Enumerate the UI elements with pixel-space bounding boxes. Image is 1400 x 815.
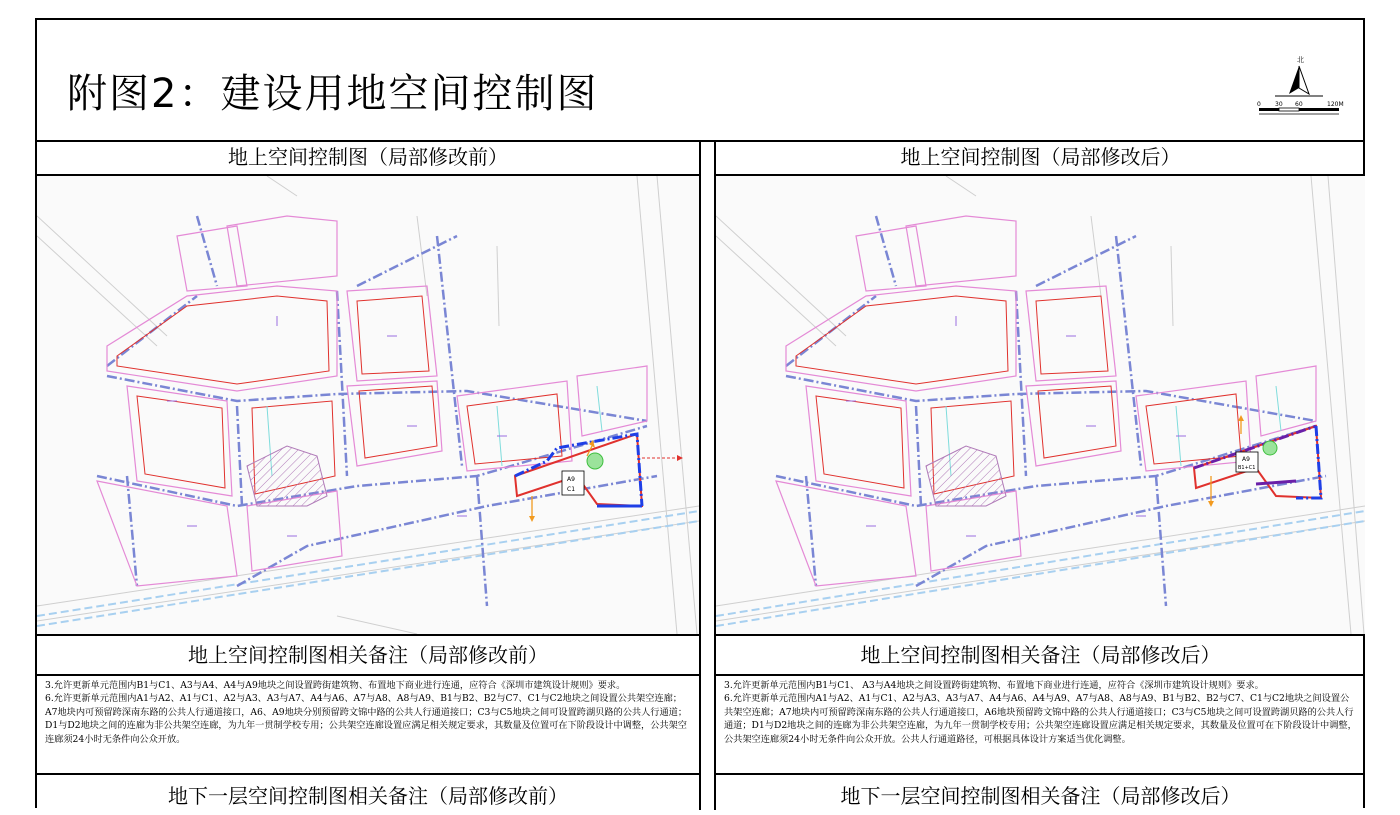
note-3-after: 3.允许更新单元范围内B1与C1、 A3与A4地块之间设置跨街建筑物、布置地下商业进行连通，应符合《深圳市建筑设计规则》要求。 [724, 680, 1264, 691]
svg-text:30: 30 [1275, 101, 1283, 108]
subtitle-before: 地下一层空间控制图相关备注（局部修改前） [168, 784, 568, 808]
map-after[interactable] [716, 176, 1365, 636]
north-arrow-scale [1255, 50, 1345, 130]
svg-text:0: 0 [1257, 101, 1261, 108]
notes-title-after: 地上空间控制图相关备注（局部修改后） [716, 636, 1365, 676]
notes-before [37, 676, 699, 775]
parcel-sub-after: B1+C1 [1238, 465, 1256, 471]
parcel-sub-before: C1 [567, 486, 576, 493]
notes-title-before: 地上空间控制图相关备注（局部修改前） [37, 636, 699, 676]
notes-after [716, 676, 1365, 775]
note-6-before: 6.允许更新单元范围内A1与A2、A1与C1、A2与A3、A3与A7、A4与A6、A7与A8、A8与A9、B1与B2、B2与C7、C1与C2地块之间设置公共架空连廊；A7地块内可预留跨深南东路的公共人行通道接口，A6、A9地块分别预留跨文锦中路的公共人行通道接口；C3与C5地块之间可设置跨湖贝路的公共人行通道；D1与D2地块之间的连廊为非公共架空连廊，为九年一贯制学校专用；公共架空连廊设置应满足相关规定要求，其数量及位置可在下阶段设计中调整，公共架空连廊须24小时无条件向公众开放。 [45, 693, 688, 745]
title-block [37, 20, 1363, 142]
svg-text:60: 60 [1295, 101, 1303, 108]
panel-after [714, 140, 1365, 810]
parcel-label-after: A9 [1242, 456, 1250, 463]
note-6-after: 6.允许更新单元范围内A1与A2、A1与C1、A2与A3、A3与A7、A4与A6、A4与A9、A7与A8、A8与A9、B1与B2、B2与C7、C1与C2地块之间设置公共架空连廊；A7地块内可预留跨深南东路的公共人行通道接口，A6地块预留跨文锦中路的公共人行通道接口；C3与C5地块之间可设置跨湖贝路的公共人行通道；D1与D2地块之间的连廊为非公共架空连廊，为九年一贯制学校专用；公共架空连廊设置应满足相关规定要求，其数量及位置可在下阶段设计中调整，公共架空连廊须24小时无条件向公众开放。公共人行通道路径，可根据具体设计方案适当优化调整。 [724, 693, 1357, 745]
svg-text:120M: 120M [1327, 101, 1344, 108]
panel-before [37, 140, 701, 810]
map-title-before: 地上空间控制图（局部修改前） [37, 140, 699, 176]
parcel-label-before: A9 [567, 476, 575, 483]
note-3-before: 3.允许更新单元范围内B1与C1、A3与A4、A4与A9地块之间设置跨街建筑物、布置地下商业进行连通，应符合《深圳市建筑设计规则》要求。 [45, 680, 626, 691]
drawing-frame [35, 18, 1365, 808]
north-label: 北 [1297, 56, 1304, 64]
page-title: 附图2：建设用地空间控制图 [67, 71, 599, 117]
map-before[interactable] [37, 176, 699, 636]
north-arrow-icon [1289, 66, 1299, 94]
subtitle-after: 地下一层空间控制图相关备注（局部修改后） [840, 784, 1241, 808]
map-title-after: 地上空间控制图（局部修改后） [716, 140, 1365, 176]
